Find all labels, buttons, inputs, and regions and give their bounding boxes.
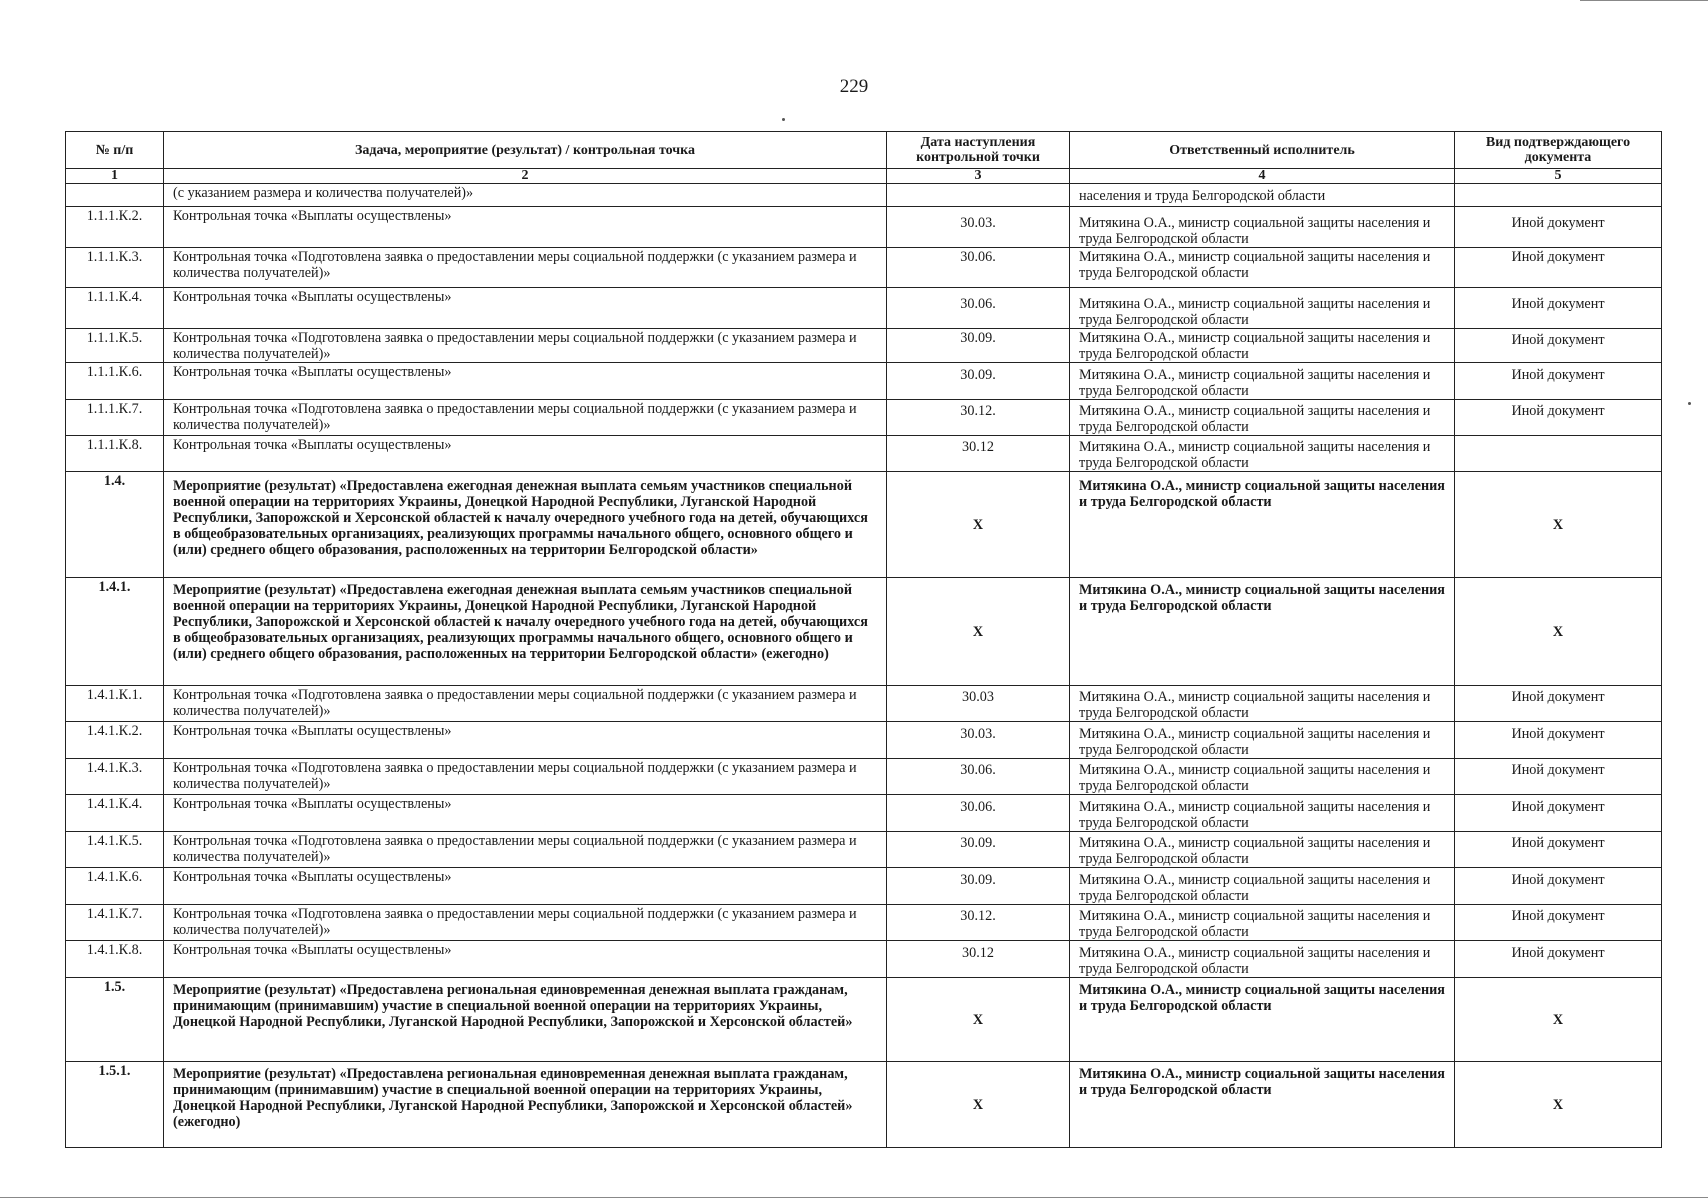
row-date: Х [887, 578, 1070, 686]
row-date: 30.12 [887, 436, 1070, 472]
row-document: Иной документ [1455, 832, 1662, 868]
column-number: 2 [164, 169, 887, 184]
row-number: 1.4.1.К.3. [66, 759, 164, 795]
row-document: Иной документ [1455, 759, 1662, 795]
row-document: Х [1455, 1062, 1662, 1148]
row-date: 30.09. [887, 868, 1070, 905]
table-row [66, 1062, 1662, 1148]
row-task: Контрольная точка «Подготовлена заявка о предоставлении меры социальной поддержки (с указанием размера и количества получателей)» [164, 759, 887, 795]
row-number: 1.5. [66, 978, 164, 1062]
row-number: 1.1.1.К.6. [66, 363, 164, 400]
table-row [66, 978, 1662, 1062]
scan-speck [782, 118, 785, 121]
row-executor: Митякина О.А., министр социальной защиты населения и труда Белгородской области [1070, 329, 1455, 363]
row-task: Мероприятие (результат) «Предоставлена ежегодная денежная выплата семьям участников специальной военной операции на территориях Украины, Донецкой Народной Республики, Луганской Народной Республики, Запорожской и Херсонской областей к началу очередного учебного года на детей, обучающихся в общеобразовательных организациях, реализующих программы начального общего, основного общего и (или) среднего общего образования, расположенных на территории Белгородской области» (ежегодно) [164, 578, 887, 686]
table-row [66, 329, 1662, 363]
scan-edge-bottom [0, 1197, 1708, 1198]
row-document: Иной документ [1455, 722, 1662, 759]
row-task: (с указанием размера и количества получателей)» [164, 184, 887, 207]
row-document: Иной документ [1455, 795, 1662, 832]
row-number: 1.4.1.К.7. [66, 905, 164, 941]
row-executor: Митякина О.А., министр социальной защиты населения и труда Белгородской области [1070, 832, 1455, 868]
table-row [66, 207, 1662, 248]
row-executor: Митякина О.А., министр социальной защиты населения и труда Белгородской области [1070, 795, 1455, 832]
row-number: 1.1.1.К.5. [66, 329, 164, 363]
row-task: Контрольная точка «Выплаты осуществлены» [164, 722, 887, 759]
row-document: Иной документ [1455, 329, 1662, 363]
table-row [66, 400, 1662, 436]
row-task: Контрольная точка «Выплаты осуществлены» [164, 868, 887, 905]
row-number: 1.4.1.К.5. [66, 832, 164, 868]
header-number: № п/п [66, 132, 164, 169]
row-number: 1.4.1.К.2. [66, 722, 164, 759]
row-date: Х [887, 472, 1070, 578]
header-date: Дата наступления контрольной точки [887, 132, 1070, 169]
row-date: 30.09. [887, 832, 1070, 868]
table-row [66, 578, 1662, 686]
row-executor: Митякина О.А., министр социальной защиты населения и труда Белгородской области [1070, 722, 1455, 759]
table-row [66, 686, 1662, 722]
row-document [1455, 184, 1662, 207]
row-task: Контрольная точка «Выплаты осуществлены» [164, 941, 887, 978]
row-executor: Митякина О.А., министр социальной защиты населения и труда Белгородской области [1070, 436, 1455, 472]
row-date: 30.09. [887, 329, 1070, 363]
row-number: 1.4. [66, 472, 164, 578]
row-number: 1.1.1.К.7. [66, 400, 164, 436]
row-date: 30.12. [887, 905, 1070, 941]
row-task: Контрольная точка «Выплаты осуществлены» [164, 207, 887, 248]
row-task: Мероприятие (результат) «Предоставлена ежегодная денежная выплата семьям участников специальной военной операции на территориях Украины, Донецкой Народной Республики, Луганской Народной Республики, Запорожской и Херсонской областей к началу очередного учебного года на детей, обучающихся в общеобразовательных организациях, реализующих программы начального общего, основного общего и (или) среднего общего образования, расположенных на территории Белгородской области» [164, 472, 887, 578]
row-task: Контрольная точка «Подготовлена заявка о предоставлении меры социальной поддержки (с указанием размера и количества получателей)» [164, 400, 887, 436]
row-date: 30.06. [887, 759, 1070, 795]
row-number: 1.4.1.К.8. [66, 941, 164, 978]
column-number: 5 [1455, 169, 1662, 184]
column-number: 3 [887, 169, 1070, 184]
row-executor: Митякина О.А., министр социальной защиты населения и труда Белгородской области [1070, 759, 1455, 795]
row-document: Иной документ [1455, 686, 1662, 722]
row-number: 1.4.1. [66, 578, 164, 686]
row-executor: Митякина О.А., министр социальной защиты населения и труда Белгородской области [1070, 248, 1455, 288]
table-row [66, 288, 1662, 329]
table-row [66, 722, 1662, 759]
row-executor: Митякина О.А., министр социальной защиты населения и труда Белгородской области [1070, 578, 1455, 686]
row-executor: населения и труда Белгородской области [1070, 184, 1455, 207]
table-row [66, 248, 1662, 288]
table-row [66, 905, 1662, 941]
table-row [66, 436, 1662, 472]
row-number: 1.4.1.К.1. [66, 686, 164, 722]
column-number-row [66, 169, 1662, 184]
row-document: Иной документ [1455, 248, 1662, 288]
column-number: 4 [1070, 169, 1455, 184]
row-document: Х [1455, 578, 1662, 686]
row-number: 1.1.1.К.2. [66, 207, 164, 248]
row-number [66, 184, 164, 207]
header-document: Вид подтверждающего документа [1455, 132, 1662, 169]
row-number: 1.4.1.К.4. [66, 795, 164, 832]
row-executor: Митякина О.А., министр социальной защиты населения и труда Белгородской области [1070, 207, 1455, 248]
row-task: Контрольная точка «Подготовлена заявка о предоставлении меры социальной поддержки (с указанием размера и количества получателей)» [164, 248, 887, 288]
row-date: 30.03. [887, 207, 1070, 248]
row-executor: Митякина О.А., министр социальной защиты населения и труда Белгородской области [1070, 905, 1455, 941]
row-document [1455, 436, 1662, 472]
row-document: Иной документ [1455, 868, 1662, 905]
row-number: 1.1.1.К.3. [66, 248, 164, 288]
table-row [66, 363, 1662, 400]
row-task: Контрольная точка «Подготовлена заявка о предоставлении меры социальной поддержки (с указанием размера и количества получателей)» [164, 905, 887, 941]
row-date: Х [887, 978, 1070, 1062]
row-executor: Митякина О.А., министр социальной защиты населения и труда Белгородской области [1070, 686, 1455, 722]
row-executor: Митякина О.А., министр социальной защиты населения и труда Белгородской области [1070, 288, 1455, 329]
row-date: Х [887, 1062, 1070, 1148]
row-document: Х [1455, 472, 1662, 578]
row-date: 30.06. [887, 795, 1070, 832]
header-task: Задача, мероприятие (результат) / контрольная точка [164, 132, 887, 169]
row-executor: Митякина О.А., министр социальной защиты населения и труда Белгородской области [1070, 978, 1455, 1062]
scan-speck [1688, 402, 1691, 405]
row-document: Иной документ [1455, 905, 1662, 941]
table-row [66, 759, 1662, 795]
table-row [66, 868, 1662, 905]
row-task: Контрольная точка «Подготовлена заявка о предоставлении меры социальной поддержки (с указанием размера и количества получателей)» [164, 832, 887, 868]
row-document: Х [1455, 978, 1662, 1062]
page-number: 229 [839, 76, 869, 97]
row-executor: Митякина О.А., министр социальной защиты населения и труда Белгородской области [1070, 400, 1455, 436]
row-executor: Митякина О.А., министр социальной защиты населения и труда Белгородской области [1070, 472, 1455, 578]
row-date: 30.09. [887, 363, 1070, 400]
table-row [66, 941, 1662, 978]
row-executor: Митякина О.А., министр социальной защиты населения и труда Белгородской области [1070, 941, 1455, 978]
row-document: Иной документ [1455, 363, 1662, 400]
row-document: Иной документ [1455, 207, 1662, 248]
row-number: 1.5.1. [66, 1062, 164, 1148]
table-row [66, 795, 1662, 832]
row-number: 1.1.1.К.4. [66, 288, 164, 329]
table-row [66, 472, 1662, 578]
row-date: 30.12 [887, 941, 1070, 978]
row-date: 30.12. [887, 400, 1070, 436]
column-number: 1 [66, 169, 164, 184]
control-points-table [65, 131, 1662, 1148]
row-task: Контрольная точка «Выплаты осуществлены» [164, 795, 887, 832]
row-number: 1.1.1.К.8. [66, 436, 164, 472]
row-date: 30.03 [887, 686, 1070, 722]
row-executor: Митякина О.А., министр социальной защиты населения и труда Белгородской области [1070, 363, 1455, 400]
row-document: Иной документ [1455, 400, 1662, 436]
row-task: Мероприятие (результат) «Предоставлена региональная единовременная денежная выплата гражданам, принимающим (принимавшим) участие в специальной военной операции на территориях Украины, Донецкой Народной Республики, Луганской Народной Республики, Запорожской и Херсонской областей» (ежегодно) [164, 1062, 887, 1148]
row-task: Контрольная точка «Подготовлена заявка о предоставлении меры социальной поддержки (с указанием размера и количества получателей)» [164, 329, 887, 363]
table-row [66, 184, 1662, 207]
table-row [66, 832, 1662, 868]
row-date [887, 184, 1070, 207]
row-task: Контрольная точка «Выплаты осуществлены» [164, 436, 887, 472]
header-executor: Ответственный исполнитель [1070, 132, 1455, 169]
table-header-row [66, 132, 1662, 169]
row-date: 30.06. [887, 288, 1070, 329]
row-task: Контрольная точка «Выплаты осуществлены» [164, 288, 887, 329]
row-task: Контрольная точка «Выплаты осуществлены» [164, 363, 887, 400]
row-task: Контрольная точка «Подготовлена заявка о предоставлении меры социальной поддержки (с указанием размера и количества получателей)» [164, 686, 887, 722]
row-number: 1.4.1.К.6. [66, 868, 164, 905]
row-document: Иной документ [1455, 288, 1662, 329]
row-date: 30.06. [887, 248, 1070, 288]
row-task: Мероприятие (результат) «Предоставлена региональная единовременная денежная выплата гражданам, принимающим (принимавшим) участие в специальной военной операции на территориях Украины, Донецкой Народной Республики, Луганской Народной Республики, Запорожской и Херсонской областей» [164, 978, 887, 1062]
row-executor: Митякина О.А., министр социальной защиты населения и труда Белгородской области [1070, 868, 1455, 905]
row-document: Иной документ [1455, 941, 1662, 978]
row-executor: Митякина О.А., министр социальной защиты населения и труда Белгородской области [1070, 1062, 1455, 1148]
scan-edge-top [1580, 0, 1708, 1]
row-date: 30.03. [887, 722, 1070, 759]
